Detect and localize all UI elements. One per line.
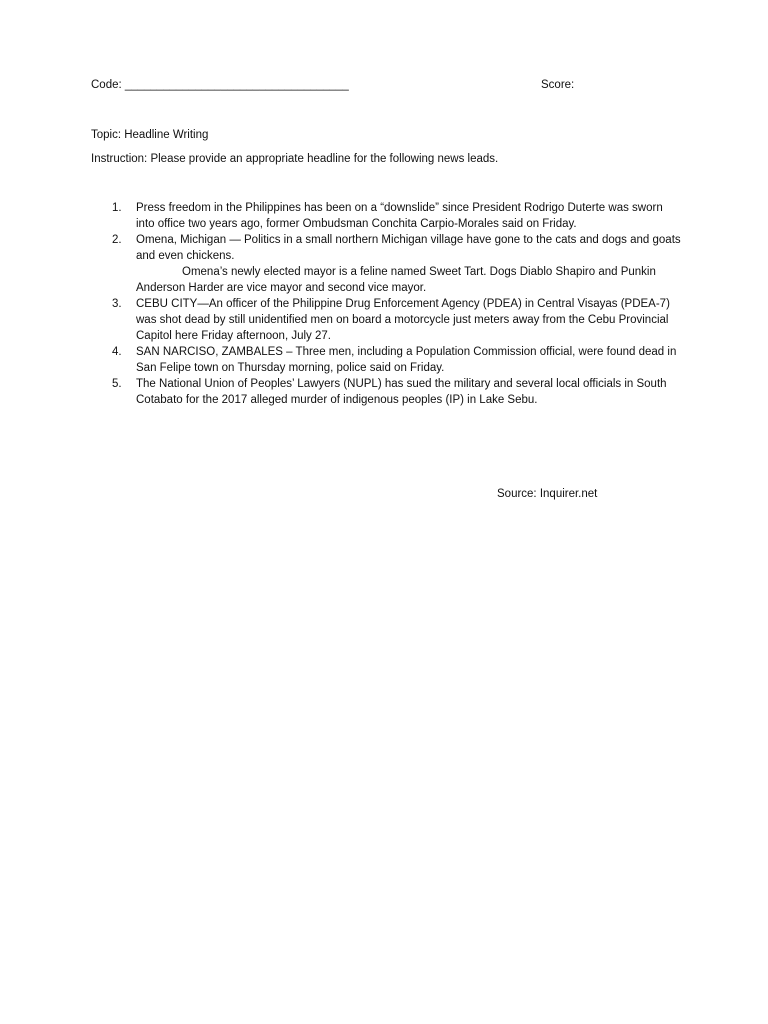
list-item-text: The National Union of Peoples’ Lawyers (NUPL) has sued the military and several local officials in South Cotabato for the 2017 alleged murder of indigenous peoples (IP) in Lake Sebu. (136, 378, 667, 406)
list-item-number: 5. (112, 378, 122, 390)
list-item (112, 376, 682, 408)
score-field-label: Score: (541, 79, 575, 91)
news-leads-list (112, 200, 682, 408)
header-row (91, 77, 618, 93)
list-item-text: SAN NARCISO, ZAMBALES – Three men, including a Population Commission official, were found dead in San Felipe town on Thursday morning, police said on Friday. (136, 346, 677, 374)
list-item-subparagraph: Omena’s newly elected mayor is a feline named Sweet Tart. Dogs Diablo Shapiro and Punkin Anderson Harder are vice mayor and second vice mayor. (136, 266, 656, 294)
source-credit: Source: Inquirer.net (497, 488, 598, 500)
list-item (112, 232, 682, 296)
list-item-text: Press freedom in the Philippines has been on a “downslide” since President Rodrigo Duterte was sworn into office two years ago, former Ombudsman Conchita Carpio-Morales said on Friday. (136, 202, 663, 230)
list-item-number: 1. (112, 202, 122, 214)
code-field-label: Code: ___________________________________ (91, 79, 349, 91)
list-item-number: 3. (112, 298, 122, 310)
topic-heading: Topic: Headline Writing (91, 129, 209, 141)
list-item-number: 2. (112, 234, 122, 246)
list-item-text: Omena, Michigan — Politics in a small northern Michigan village have gone to the cats and dogs and goats and even chickens. (136, 234, 681, 262)
list-item (112, 344, 682, 376)
list-item (112, 296, 682, 344)
list-item (112, 200, 682, 232)
list-item-text: CEBU CITY—An officer of the Philippine Drug Enforcement Agency (PDEA) in Central Visayas (PDEA-7) was shot dead by still unidentified men on board a motorcycle just meters away from the Cebu Provincial Capitol here Friday afternoon, July 27. (136, 298, 670, 342)
instruction-text: Instruction: Please provide an appropriate headline for the following news leads. (91, 153, 499, 165)
list-item-number: 4. (112, 346, 122, 358)
